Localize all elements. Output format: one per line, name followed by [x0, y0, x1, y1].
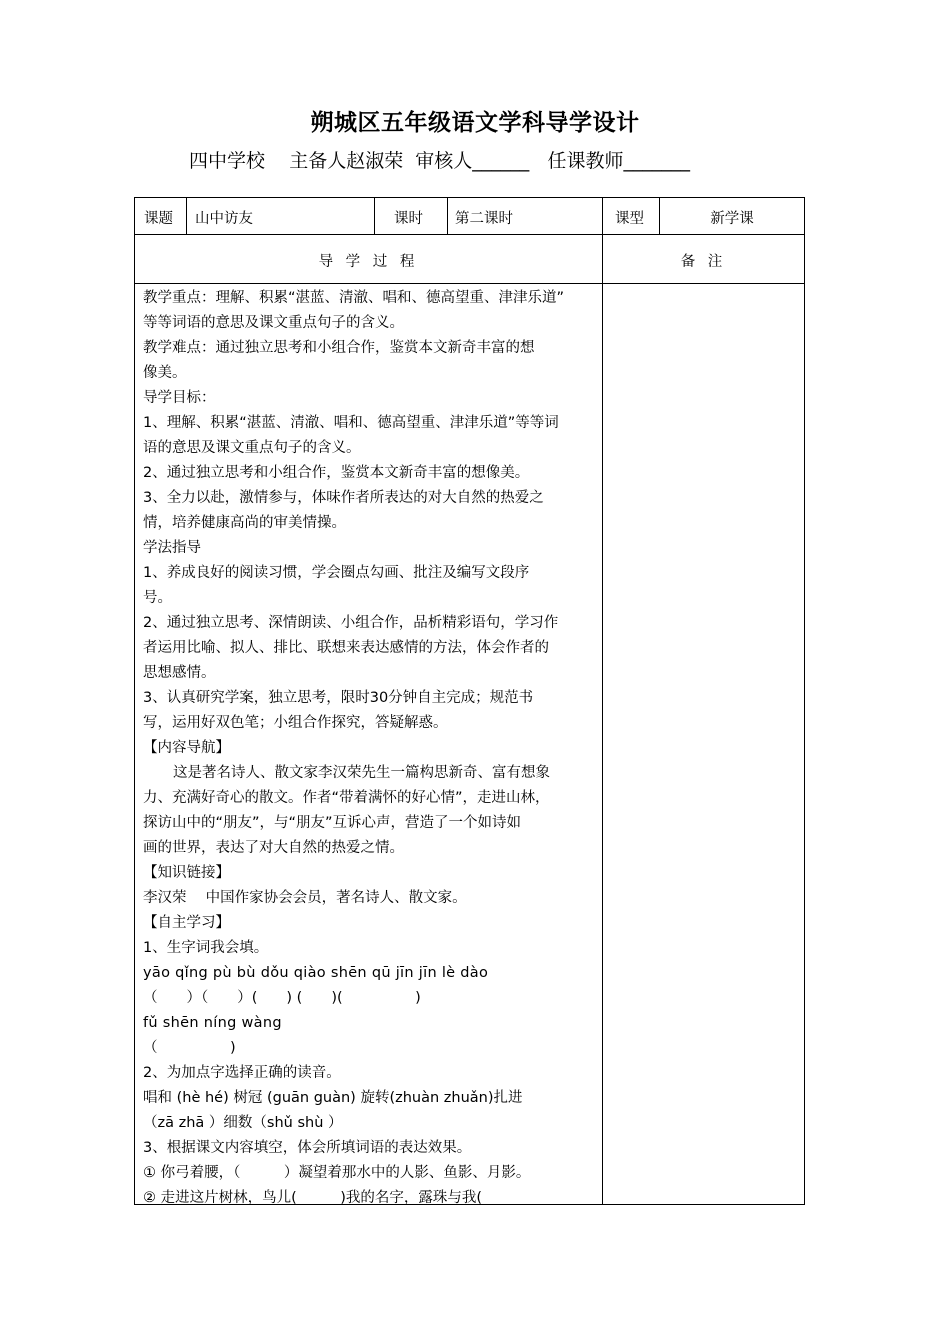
blank-line: （ ）（ ）( ) ( )( ): [143, 990, 421, 1006]
column-divider: [447, 197, 448, 235]
content-line: 写，运用好双色笔；小组合作探究，答疑解惑。: [143, 715, 448, 731]
reviewer: 审核人______: [415, 150, 530, 172]
type-value: 新学课: [710, 211, 754, 227]
process-heading: 导 学 过 程: [318, 254, 419, 270]
type-label: 课型: [615, 211, 644, 227]
content-line: 画的世界，表达了对大自然的热爱之情。: [143, 840, 404, 856]
period-value: 第二课时: [455, 211, 513, 227]
content-line: 情，培养健康高尚的审美情操。: [143, 515, 346, 531]
table-top-border: [134, 197, 805, 198]
content-line: 3、认真研究学案，独立思考，限时30分钟自主完成；规范书: [143, 690, 534, 706]
pinyin-line: fǔ shēn níng wàng: [143, 1015, 282, 1031]
content-line: 3、全力以赴，激情参与，体味作者所表达的对大自然的热爱之: [143, 490, 544, 506]
content-line: 思想感情。: [143, 665, 216, 681]
table-left-border: [134, 197, 135, 1205]
content-line: 教学难点：通过独立思考和小组合作，鉴赏本文新奇丰富的想: [143, 340, 535, 356]
section-heading: 【知识链接】: [143, 865, 230, 881]
section-heading: 【自主学习】: [143, 915, 230, 931]
content-line: 探访山中的“朋友”，与“朋友”互诉心声，营造了一个如诗如: [143, 815, 522, 831]
content-line: 等等词语的意思及课文重点句子的含义。: [143, 315, 404, 331]
lesson-label: 课题: [144, 211, 173, 227]
section-heading: 【内容导航】: [143, 740, 230, 756]
content-line: 号。: [143, 590, 172, 606]
lesson-value: 山中访友: [195, 211, 253, 227]
column-divider: [186, 197, 187, 235]
table-row-divider: [134, 283, 805, 284]
blank-line: （ ): [143, 1040, 236, 1056]
document-title: 朔城区五年级语文学科导学设计: [310, 110, 640, 136]
content-line: ① 你弓着腰，（ ）凝望着那水中的人影、鱼影、月影。: [143, 1165, 531, 1181]
content-line: 者运用比喻、拟人、排比、联想来表达感情的方法，体会作者的: [143, 640, 549, 656]
section-heading: 导学目标：: [143, 390, 216, 406]
pinyin-line: yāo qǐng pù bù dǒu qiào shēn qū jīn jīn lè dào: [143, 965, 489, 981]
column-divider: [374, 197, 375, 235]
content-line: 1、理解、积累“湛蓝、清澈、唱和、德高望重、津津乐道”等等词: [143, 415, 559, 431]
content-line: 唱和 (hè hé) 树冠 (guān guàn) 旋转(zhuàn zhuǎn)扎进: [143, 1090, 523, 1106]
content-line: 李汉荣 中国作家协会会员，著名诗人、散文家。: [143, 890, 467, 906]
content-line: 2、通过独立思考、深情朗读、小组合作，品析精彩语句，学习作: [143, 615, 559, 631]
content-line: 2、通过独立思考和小组合作，鉴赏本文新奇丰富的想像美。: [143, 465, 530, 481]
content-line: 1、生字词我会填。: [143, 940, 269, 956]
school-name: 四中学校: [189, 150, 266, 172]
guide-content: [143, 286, 598, 1211]
content-line: ② 走进这片树林，鸟儿( )我的名字，露珠与我(: [143, 1190, 483, 1206]
content-line: 2、为加点字选择正确的读音。: [143, 1065, 341, 1081]
preparer: 主备人赵淑荣: [289, 150, 404, 172]
period-label: 课时: [394, 211, 423, 227]
notes-heading: 备 注: [680, 254, 727, 270]
table-right-border: [804, 197, 805, 1205]
teacher: 任课教师_______: [547, 150, 690, 172]
content-line: （zā zhā ）细数（shǔ shù ）: [143, 1115, 343, 1131]
table-row-divider: [134, 234, 805, 235]
content-line: 像美。: [143, 365, 187, 381]
content-line: 力、充满好奇心的散文。作者“带着满怀的好心情”，走进山林，: [143, 790, 550, 806]
content-line: 语的意思及课文重点句子的含义。: [143, 440, 361, 456]
section-heading: 学法指导: [143, 540, 201, 556]
document-subtitle: [189, 146, 690, 173]
column-divider: [602, 197, 603, 1205]
content-line: 1、养成良好的阅读习惯，学会圈点勾画、批注及编写文段序: [143, 565, 530, 581]
content-line: 3、根据课文内容填空，体会所填词语的表达效果。: [143, 1140, 472, 1156]
content-line: 教学重点：理解、积累“湛蓝、清澈、唱和、德高望重、津津乐道”: [143, 290, 565, 306]
content-line: 这是著名诗人、散文家李汉荣先生一篇构思新奇、富有想象: [173, 765, 550, 781]
